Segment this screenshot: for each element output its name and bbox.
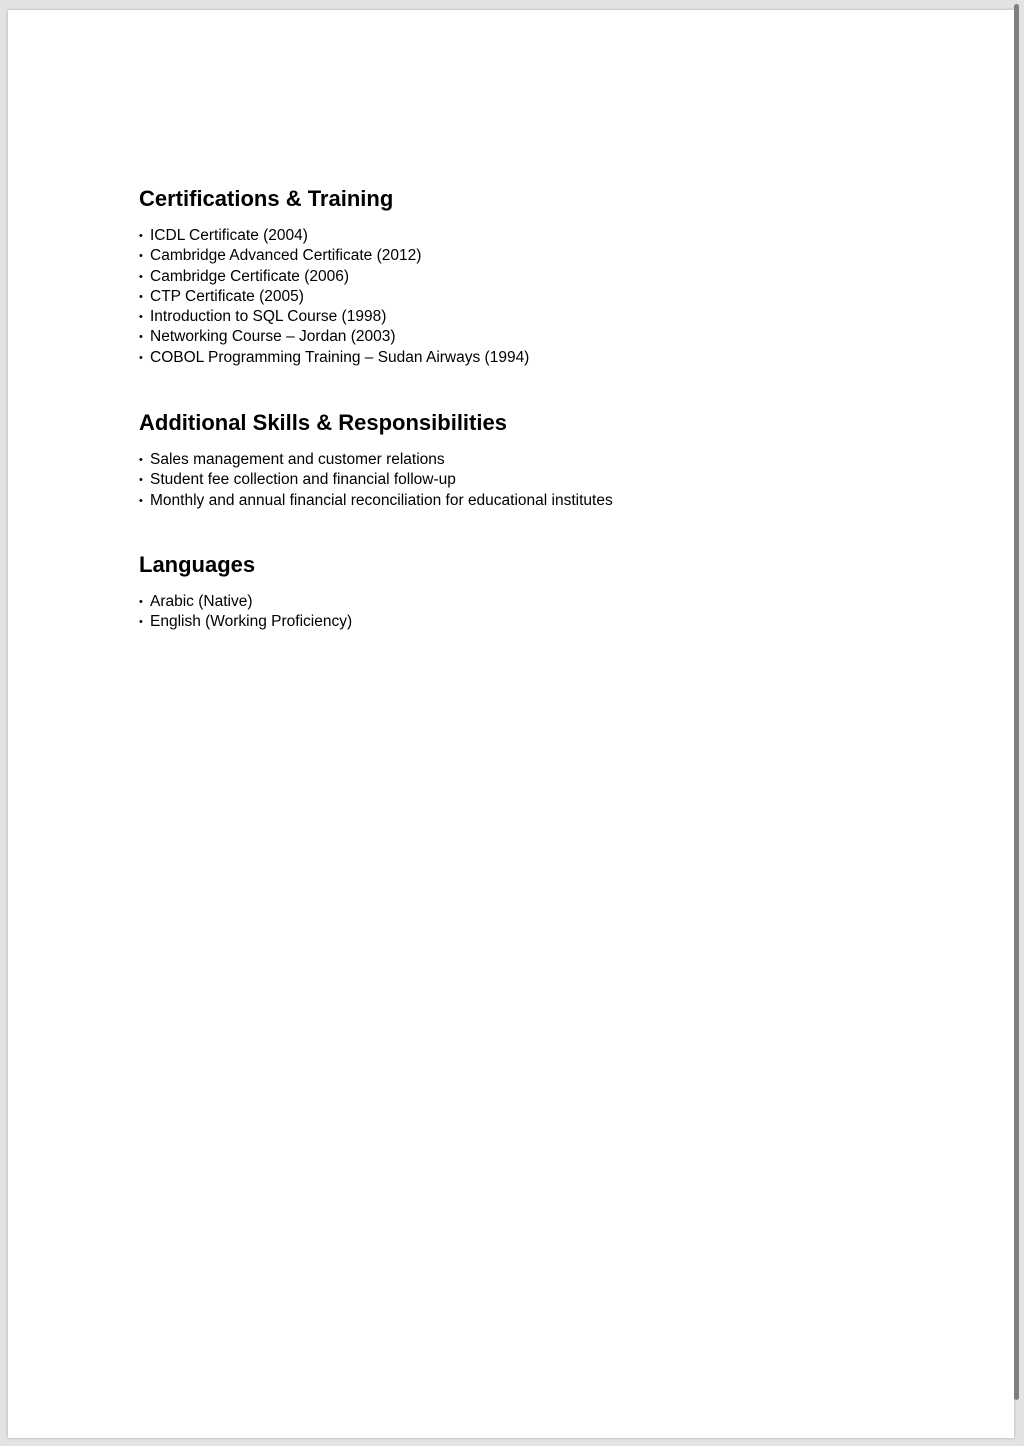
document-page [8,10,1014,1438]
list-item: • COBOL Programming Training – Sudan Airways (1994) [139,348,529,368]
list-item: • Monthly and annual financial reconciliation for educational institutes [139,491,613,511]
list-item: • Sales management and customer relations [139,450,613,470]
list-item: • Cambridge Advanced Certificate (2012) [139,246,529,266]
vertical-scrollbar[interactable] [1014,4,1019,1400]
skills-list [139,450,613,511]
list-item: • Arabic (Native) [139,592,352,612]
list-item: • Networking Course – Jordan (2003) [139,327,529,347]
list-item: • Student fee collection and financial follow-up [139,470,613,490]
section-heading-certifications: Certifications & Training [139,186,394,211]
skills-section [139,410,613,511]
languages-section [139,552,352,633]
languages-list [139,592,352,633]
list-item: • ICDL Certificate (2004) [139,226,529,246]
list-item: • Cambridge Certificate (2006) [139,267,529,287]
list-item: • Introduction to SQL Course (1998) [139,307,529,327]
certifications-list [139,226,529,368]
list-item: • CTP Certificate (2005) [139,287,529,307]
section-heading-languages: Languages [139,552,256,577]
section-heading-skills: Additional Skills & Responsibilities [139,410,507,435]
certifications-section [139,186,529,368]
list-item: • English (Working Proficiency) [139,612,352,632]
